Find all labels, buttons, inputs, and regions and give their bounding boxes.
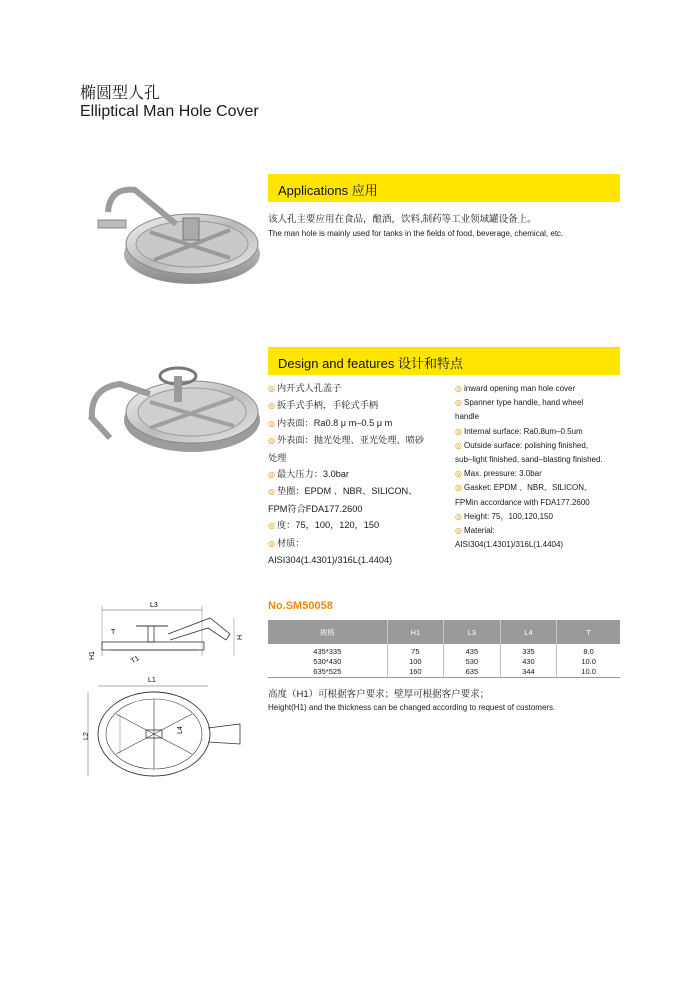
feature-cn: ◎ 外表面：抛光处理、亚光处理、喷砂 — [268, 435, 424, 446]
feature-cn: ◎ 度：75，100，120，150 — [268, 520, 380, 531]
bullet-icon: ◎ — [268, 401, 275, 411]
dim-label-t: T — [111, 629, 116, 636]
table-cell: 435*335 — [268, 644, 387, 657]
design-header-bar — [268, 347, 620, 375]
table-cell: 335 — [500, 644, 557, 657]
bullet-icon: ◎ — [268, 470, 275, 480]
feature-en: ◎ Gasket: EPDM 、NBR、SILICON、 — [455, 483, 593, 493]
table-cell: 635 — [444, 667, 501, 678]
manhole-photo-2 — [80, 358, 260, 458]
page-title-en: Elliptical Man Hole Cover — [80, 103, 259, 120]
table-cell: 435 — [444, 644, 501, 657]
bullet-icon: ◎ — [268, 436, 275, 446]
manhole-photo-1 — [80, 172, 260, 292]
table-cell: 530*430 — [268, 657, 387, 667]
bullet-icon: ◎ — [455, 511, 462, 521]
table-cell: 530 — [444, 657, 501, 667]
model-number: No.SM50058 — [268, 600, 333, 612]
feature-cn: 处理 — [268, 452, 287, 463]
bullet-icon: ◎ — [455, 426, 462, 436]
features-list-en — [455, 382, 623, 552]
table-header-row — [268, 620, 620, 644]
applications-text-en: The man hole is mainly used for tanks in the fields of food, beverage, chemical, etc. — [268, 229, 564, 238]
table-cell: 75 — [387, 644, 444, 657]
dim-label-h1: H1 — [89, 651, 96, 660]
bullet-icon: ◎ — [455, 384, 462, 393]
feature-en: ◎ Max. pressure: 3.0bar — [455, 469, 542, 479]
dim-label-l2: L2 — [83, 732, 90, 740]
feature-en: ◎ Material: — [455, 526, 495, 536]
column-header: 规格 — [268, 620, 387, 644]
column-header: L3 — [444, 620, 501, 644]
column-header: H1 — [387, 620, 444, 644]
features-list-cn — [268, 380, 454, 568]
dim-label-l3: L3 — [150, 602, 158, 609]
bullet-icon: ◎ — [268, 521, 275, 531]
feature-en: ◎ Height: 75，100,120,150 — [455, 511, 553, 521]
feature-cn: ◎ 最大压力：3.0bar — [268, 469, 349, 480]
feature-cn: FPM符合FDA177.2600 — [268, 503, 363, 514]
design-heading: Design and features 设计和特点 — [278, 356, 463, 371]
feature-en: ◎ Outside surface: polishing finished, — [455, 440, 589, 450]
bullet-icon: ◎ — [455, 469, 462, 479]
bullet-icon: ◎ — [455, 440, 462, 450]
applications-text-cn: 该人孔主要应用在食品，酿酒，饮料,制药等工业领域罐设备上。 — [268, 214, 537, 225]
bullet-icon: ◎ — [268, 418, 275, 428]
applications-header-bar — [268, 174, 620, 202]
table-cell: 10.0 — [581, 667, 596, 676]
applications-heading: Applications 应用 — [278, 183, 378, 198]
spec-table — [268, 620, 620, 678]
bullet-icon: ◎ — [268, 487, 275, 497]
feature-cn: ◎ 扳手式手柄，手轮式手柄 — [268, 400, 379, 411]
table-cell: 635*525 — [268, 667, 387, 678]
table-cell: 430 — [500, 657, 557, 667]
bullet-icon: ◎ — [268, 384, 275, 393]
dim-label-l4: L4 — [177, 726, 184, 734]
dim-label-l1: L1 — [148, 677, 156, 684]
feature-cn: ◎ 垫圈：EPDM 、NBR、SILICON、 — [268, 486, 418, 497]
bullet-icon: ◎ — [268, 538, 275, 548]
technical-drawing — [80, 596, 260, 786]
table-row — [268, 667, 620, 678]
feature-en: FPMin accordance with FDA177.2600 — [455, 497, 590, 507]
dim-label-t1: T1 — [130, 655, 141, 666]
bullet-icon: ◎ — [455, 526, 462, 536]
feature-en: sub–light finished, sand–blasting finished. — [455, 455, 603, 465]
table-cell: 8.0 — [583, 647, 594, 656]
feature-cn: ◎ 内开式人孔盖子 — [268, 383, 342, 393]
note-en: Height(H1) and the thickness can be changed according to request of customers. — [268, 703, 556, 712]
table-row — [268, 657, 620, 667]
table-cell: 100 — [387, 657, 444, 667]
column-header: T — [557, 620, 620, 644]
column-header: L4 — [500, 620, 557, 644]
feature-cn: ◎ 内表面：Ra0.8 μ m–0.5 μ m — [268, 417, 393, 428]
feature-en: ◎ Spanner type handle, hand wheel — [455, 398, 584, 408]
dim-label-h: H — [237, 634, 244, 640]
feature-cn: ◎ 材质： — [268, 537, 305, 548]
feature-en: AISI304(1.4301)/316L(1.4404) — [455, 540, 564, 550]
table-row — [268, 644, 620, 657]
table-cell: 344 — [500, 667, 557, 678]
page-title-cn: 椭圆型人孔 — [80, 85, 161, 102]
feature-en: ◎ inward opening man hole cover — [455, 384, 576, 393]
table-cell: 160 — [387, 667, 444, 678]
feature-cn: AISI304(1.4301)/316L(1.4404) — [268, 555, 393, 566]
feature-en: handle — [455, 412, 480, 422]
note-cn: 高度（H1）可根据客户要求；壁厚可根据客户要求； — [268, 689, 490, 700]
table-cell: 10.0 — [581, 657, 596, 666]
bullet-icon: ◎ — [455, 483, 462, 493]
feature-en: ◎ Internal surface: Ra0.8um–0.5um — [455, 426, 583, 436]
bullet-icon: ◎ — [455, 398, 462, 408]
